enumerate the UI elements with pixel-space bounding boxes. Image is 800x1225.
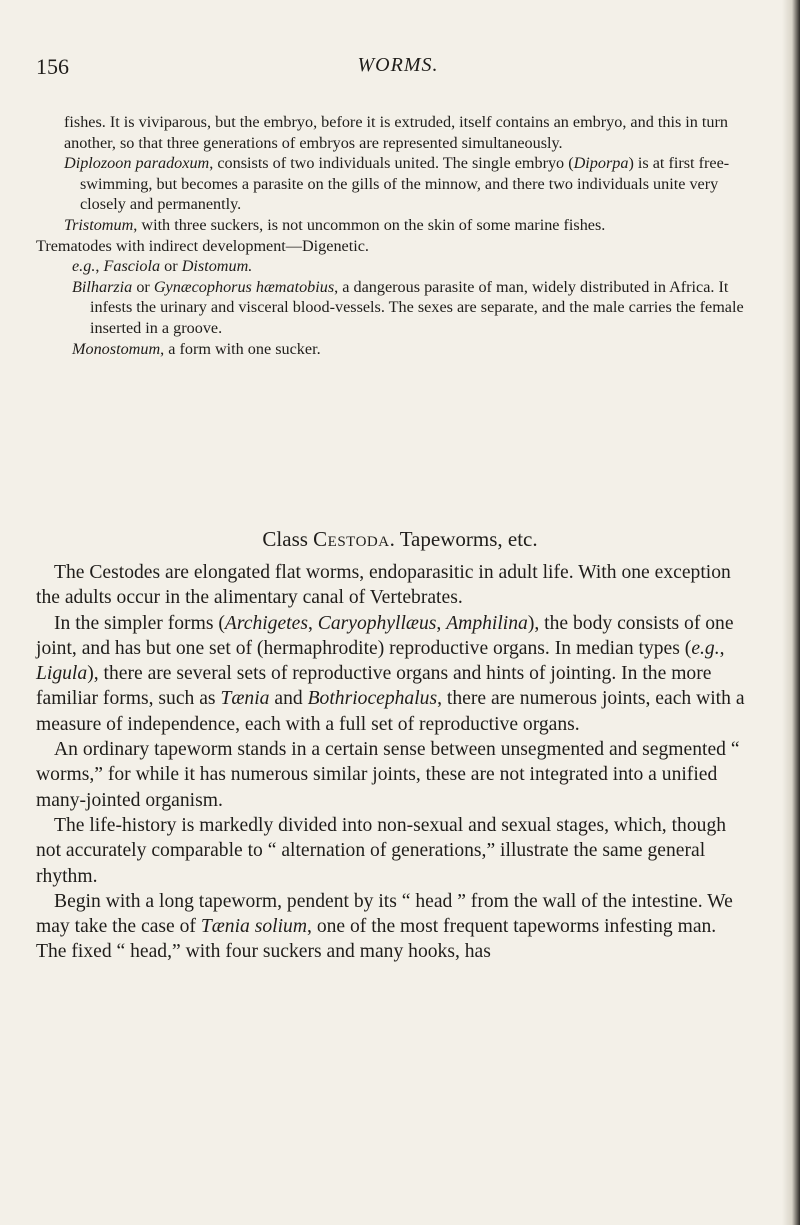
species-name: Caryophyllæus	[317, 612, 437, 634]
species-name: Tænia solium	[200, 916, 308, 938]
diplozoon-paragraph: Diplozoon paradoxum, consists of two individuals united. The single embryo (Diporpa) is at first free-swimming, but becomes a parasite on the gills of the minnow, and there two individuals unite very closely and permanently.	[64, 154, 730, 214]
species-name: Gynæcophorus hæmatobius	[153, 277, 335, 296]
bilharzia-paragraph: Bilharzia or Gynæcophorus hæmatobius, a dangerous parasite of man, widely distributed in Africa. It infests the urinary and visceral blood-vessels. The sexes are separate, and the male carries the female inserted in a groove.	[72, 277, 744, 337]
life-history-paragraph: The life-history is markedly divided into non-sexual and sexual stages, which, though not accurately comparable to “ alternation of generations,” illustrate the same general rhythm.	[36, 814, 727, 887]
trematode-notes	[0, 112, 760, 359]
species-name: Amphilina	[446, 612, 528, 634]
page-number: 156	[36, 54, 69, 79]
monostomum-paragraph: Monostomum, a form with one sucker.	[72, 339, 321, 358]
tristomum-paragraph: Tristomum, with three suckers, is not uncommon on the skin of some marine fishes.	[64, 215, 606, 234]
section-heading: Class Cestoda. Tapeworms, etc.	[262, 527, 538, 551]
species-name: Ligula	[36, 663, 88, 685]
species-name: Monostomum	[72, 339, 161, 358]
species-name: Diporpa	[573, 154, 629, 173]
species-name: Diplozoon paradoxum	[64, 154, 210, 173]
species-name: Bilharzia	[72, 277, 133, 296]
species-name: Tristomum	[64, 215, 134, 234]
simpler-forms-paragraph: In the simpler forms (Archigetes, Caryophyllæus, Amphilina), the body consists of one joint, and has but one set of (hermaphrodite) reproductive organs. In median types (e.g., Ligula), there are several sets of reproductive organs and hints of jointing. In the more familiar forms, such as Tænia and Bothriocephalus, there are numerous joints, each with a measure of independence, each with a full set of reproductive organs.	[36, 612, 745, 735]
digenetic-intro: Trematodes with indirect development—Digenetic.	[36, 236, 369, 255]
ordinary-tapeworm-paragraph: An ordinary tapeworm stands in a certain sense between unsegmented and segmented “ worms,” for while it has numerous similar joints, these are not integrated into a unified many-jointed organism.	[36, 739, 740, 811]
digenetic-example: e.g., Fasciola or Distomum.	[72, 257, 253, 276]
species-name: Archigetes	[224, 612, 308, 634]
page-header	[36, 54, 760, 82]
taenia-solium-paragraph: Begin with a long tapeworm, pendent by its “ head ” from the wall of the intestine. We may take the case of Tænia solium, one of the most frequent tapeworms infesting man. The fixed “ head,” with four suckers and many hooks, has	[36, 890, 733, 963]
species-name: Bothriocephalus	[307, 688, 438, 710]
cestoda-body	[36, 560, 750, 965]
species-name: Fasciola	[103, 257, 161, 276]
page-edge-shadow	[782, 0, 800, 1225]
running-head: WORMS.	[357, 54, 439, 76]
viviparous-paragraph: fishes. It is viviparous, but the embryo, before it is extruded, itself contains an embryo, and this in turn another, so that three generations of embryos are represented simultaneously.	[64, 113, 729, 152]
species-name: Tænia	[220, 688, 270, 710]
species-name: Distomum.	[181, 257, 253, 276]
cestodes-intro-paragraph: The Cestodes are elongated flat worms, endoparasitic in adult life. With one exception the adults occur in the alimentary canal of Vertebrates.	[36, 562, 731, 609]
